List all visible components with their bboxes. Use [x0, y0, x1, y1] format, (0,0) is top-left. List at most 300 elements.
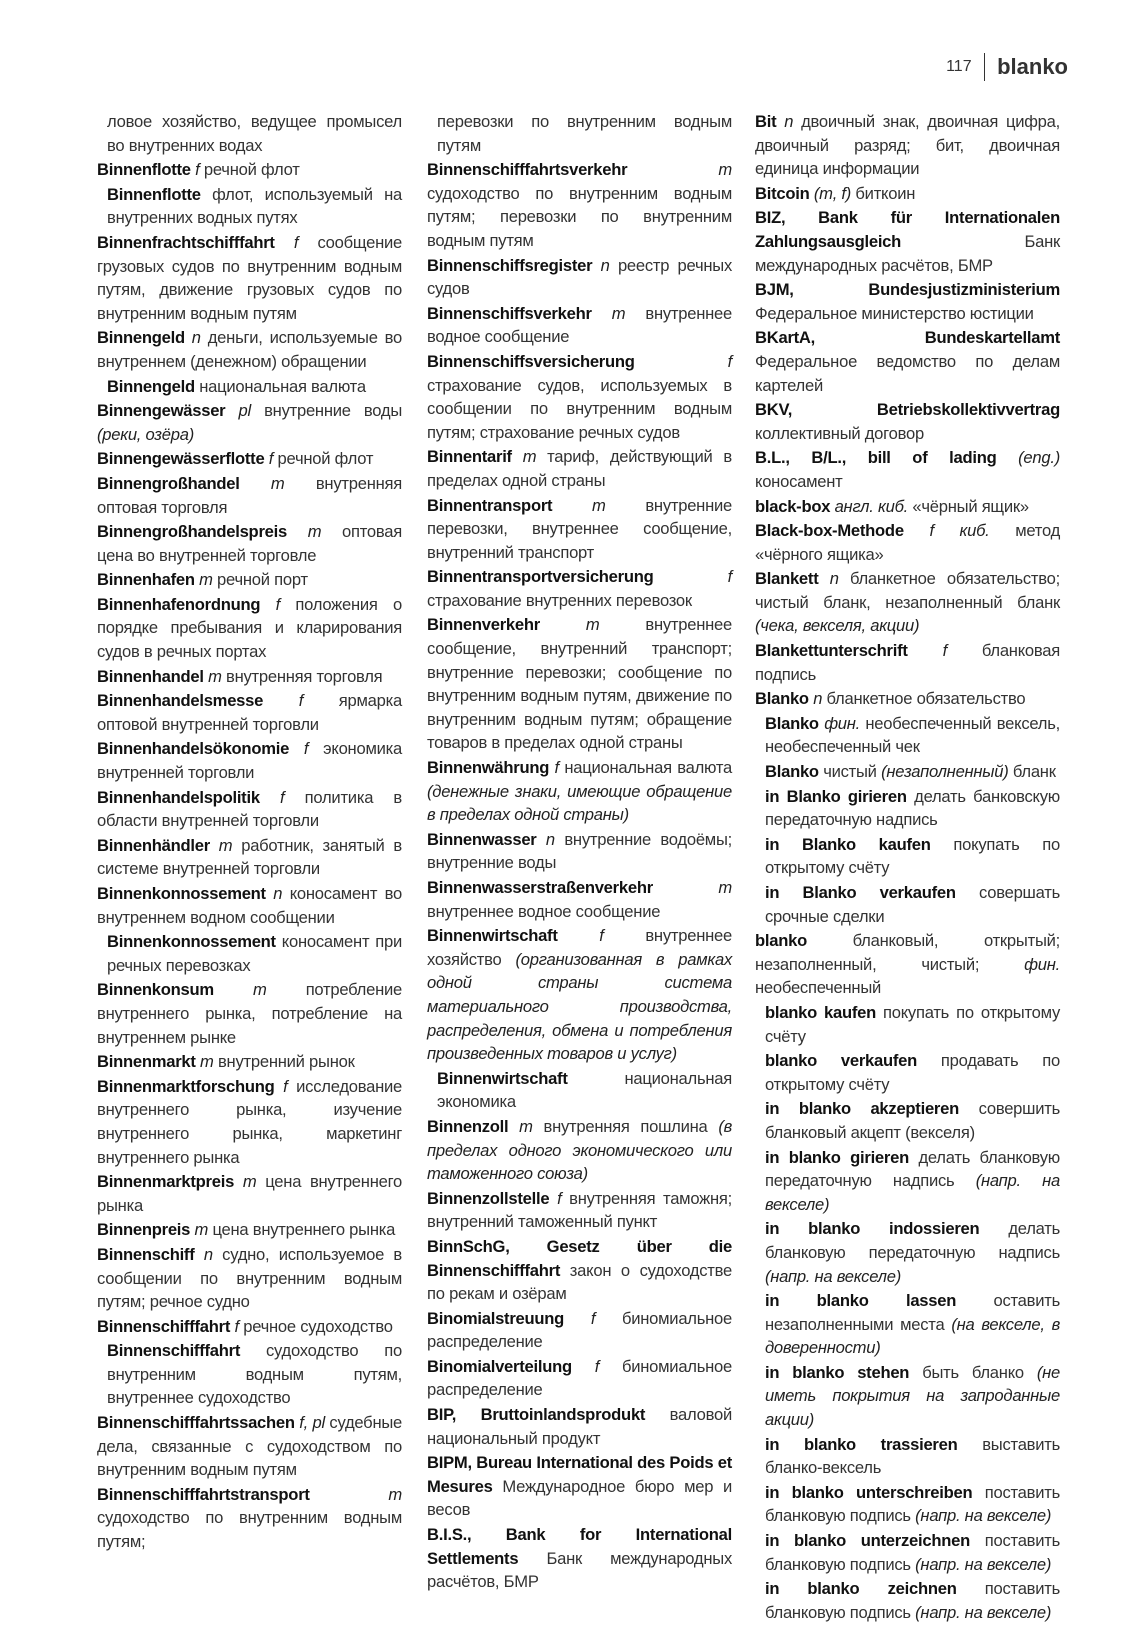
entry-translation: судоходство по внутренним водным путям;	[97, 1508, 402, 1552]
entry-grammar-note: (напр. на векселе)	[765, 1171, 1060, 1214]
entry-headword: B.I.S., Bank for International Settlements	[427, 1525, 732, 1568]
sub-entry	[97, 930, 402, 977]
guide-word: blanko	[997, 54, 1068, 79]
entry-headword: Binnentarif	[427, 447, 512, 467]
sub-entry	[755, 833, 1060, 880]
sub-entry	[755, 1097, 1060, 1144]
sub-entry	[755, 1433, 1060, 1480]
dictionary-entry	[97, 568, 402, 592]
entry-headword: Binnenwirtschaft	[437, 1068, 568, 1088]
entry-grammar-note: m	[203, 666, 222, 686]
entry-headword: BIPM, Bureau International des Poids et Mesures	[427, 1453, 732, 1496]
entry-translation: необеспеченный	[755, 978, 882, 998]
entry-translation: страхование судов, используемых в сообщении по внутренним водным путям; страхование речных судов	[427, 375, 732, 442]
dictionary-entry	[97, 882, 402, 929]
entry-translation: внутреннее сообщение, внутренний транспорт; внутренние перевозки; сообщение по внутренним водным путям, движение по внутренним водным путям; обращение товаров в пределах одной страны	[427, 615, 732, 753]
entry-grammar-note: f	[653, 567, 732, 587]
entry-grammar-note: англ. киб.	[830, 496, 909, 516]
dictionary-entry	[97, 1411, 402, 1482]
entry-grammar-note: n	[808, 689, 823, 709]
sub-entry	[755, 1217, 1060, 1288]
entry-translation: совершить бланковый акцепт (векселя)	[765, 1099, 1060, 1142]
entry-grammar-note: n	[184, 328, 201, 348]
entry-headword: Binnenschifffahrtsverkehr	[427, 160, 628, 180]
dictionary-entry	[755, 326, 1060, 397]
entry-headword: Blankett	[755, 569, 819, 589]
entry-headword: in blanko stehen	[765, 1362, 910, 1382]
dictionary-entry	[427, 302, 732, 349]
entry-headword: Binnenhandelsmesse	[97, 691, 264, 711]
entry-translation: покупать по открытому счёту	[765, 834, 1060, 878]
dictionary-column-1	[97, 110, 402, 1555]
dictionary-column-3	[755, 110, 1060, 1625]
entry-translation: цена внутреннего рынка	[97, 1172, 403, 1215]
entry-translation: Федеральное ведомство по делам картелей	[755, 351, 1060, 395]
entry-headword: Binnenschifffahrt	[107, 1341, 241, 1361]
dictionary-entry	[755, 398, 1060, 445]
entry-headword: in Blanko girieren	[765, 786, 907, 806]
entry-headword: Binnenpreis	[97, 1220, 191, 1240]
entry-translation: речной порт	[212, 570, 308, 590]
entry-headword: Binnengeld	[97, 328, 185, 348]
entry-translation: внутренняя торговля	[221, 666, 383, 686]
entry-grammar-note: f	[260, 594, 280, 614]
entry-grammar-note: f	[907, 641, 947, 661]
dictionary-entry	[427, 1115, 732, 1186]
entry-headword: Binnengroßhandelspreis	[97, 522, 287, 542]
entry-translation: быть бланко	[909, 1362, 1037, 1382]
dictionary-entry	[97, 231, 402, 325]
entry-headword: Binnenmarktpreis	[97, 1172, 235, 1192]
dictionary-entry	[427, 876, 732, 923]
entry-translation: флот, используемый на внутренних водных путях	[107, 184, 402, 228]
entry-translation: поставить бланковую подпись	[765, 1482, 1060, 1526]
entry-headword: Binnenkonsum	[97, 980, 214, 1000]
entry-grammar-note: m	[190, 1220, 209, 1240]
entry-translation: биткоин	[851, 183, 916, 203]
entry-translation: деньги, используемые во внутреннем (денежном) обращении	[97, 328, 402, 371]
entry-grammar-note: m	[511, 447, 537, 467]
entry-grammar-note: (не иметь покрытия на запроданные акции)	[765, 1362, 1061, 1430]
entry-grammar-note: (m, f)	[809, 183, 852, 203]
continued-entry	[97, 110, 402, 157]
sub-entry	[97, 375, 402, 399]
entry-headword: Binnenkonnossement	[97, 884, 266, 903]
dictionary-entry	[97, 472, 402, 519]
entry-grammar-note: m	[239, 473, 285, 493]
dictionary-entry	[97, 665, 402, 689]
sub-entry	[755, 1481, 1060, 1528]
dictionary-entry	[97, 1243, 402, 1314]
dictionary-entry	[755, 206, 1060, 277]
entry-headword: in blanko akzeptieren	[765, 1099, 959, 1119]
entry-translation: потребление внутреннего рынка, потребление на внутреннем рынке	[97, 980, 402, 1047]
entry-grammar-note: (в пределах одного экономического или таможенного союза)	[427, 1116, 732, 1184]
entry-grammar-note: m	[591, 303, 626, 323]
entry-translation: внутреннее водное сообщение	[427, 303, 733, 347]
sub-entry	[755, 1529, 1060, 1576]
entry-grammar-note: (eng.)	[996, 448, 1060, 468]
entry-grammar-note: (напр. на векселе)	[915, 1554, 1052, 1574]
dictionary-entry	[427, 1403, 732, 1450]
dictionary-entry	[427, 158, 732, 252]
entry-headword: Binomialstreuung	[427, 1308, 565, 1328]
entry-headword: Bitcoin	[755, 183, 810, 203]
dictionary-entry	[755, 278, 1060, 325]
dictionary-entry	[97, 1050, 402, 1074]
entry-headword: Binnenhandel	[97, 666, 204, 686]
entry-headword: BJM, Bundesjustizministerium	[755, 280, 1060, 300]
entry-translation: биномиальное распределение	[427, 1308, 732, 1352]
dictionary-entry	[97, 447, 402, 471]
entry-grammar-note: m	[209, 835, 233, 855]
entry-headword: Binnenkonnossement	[107, 932, 276, 952]
dictionary-entry	[755, 110, 1060, 181]
entry-translation: реестр речных судов	[427, 255, 732, 299]
entry-headword: in blanko trassieren	[765, 1434, 958, 1454]
entry-translation: коллективный договор	[755, 423, 924, 443]
entry-headword: Binnenhafenordnung	[97, 594, 261, 614]
entry-translation: метод «чёрного ящика»	[755, 521, 1061, 564]
dictionary-entry	[427, 1235, 732, 1306]
entry-headword: blanko verkaufen	[765, 1051, 918, 1071]
entry-grammar-note: n	[265, 884, 283, 903]
entry-translation: оставить незаполненными места	[765, 1291, 1060, 1334]
sub-entry	[427, 1067, 732, 1114]
entry-grammar-note: m	[286, 522, 322, 542]
entry-headword: Blanko	[755, 689, 809, 709]
sub-entry	[755, 785, 1060, 832]
entry-grammar-note: m	[508, 1116, 533, 1136]
entry-headword: Binnenwasserstraßenverkehr	[427, 878, 653, 897]
entry-headword: Binnenverkehr	[427, 615, 540, 635]
entry-headword: Binnengewässer	[97, 401, 226, 421]
entry-translation: чистый	[818, 762, 882, 782]
dictionary-column-2	[427, 110, 732, 1595]
entry-translation: выставить бланко-вексель	[765, 1434, 1061, 1478]
entry-translation: сообщение грузовых судов по внутренним водным путям, движение грузовых судов по внутренним водным путям	[97, 232, 402, 323]
dictionary-entry	[755, 639, 1060, 686]
sub-entry	[755, 881, 1060, 928]
entry-translation: экономика внутренней торговли	[97, 739, 402, 783]
entry-headword: Binnenhandelspolitik	[97, 787, 260, 807]
entry-grammar-note: (денежные знаки, имеющие обращение в пределах одной страны)	[427, 781, 732, 825]
entry-headword: Binnenhändler	[97, 835, 210, 855]
entry-headword: Bit	[755, 112, 777, 131]
entry-grammar-note: f	[274, 232, 299, 252]
dictionary-entry	[755, 687, 1060, 711]
entry-translation: двоичный знак, двоичная цифра, двоичный разряд; бит, двоичная единица информации	[755, 112, 1060, 179]
entry-grammar-note: f киб.	[903, 521, 990, 541]
sub-entry	[755, 712, 1060, 759]
dictionary-entry	[97, 1170, 402, 1217]
sub-entry	[755, 1049, 1060, 1096]
dictionary-entry	[427, 565, 732, 612]
entry-headword: Binnenwasser	[427, 829, 537, 849]
entry-headword: in Blanko verkaufen	[765, 883, 956, 902]
entry-grammar-note: f	[289, 739, 309, 759]
entry-translation: коносамент	[755, 471, 843, 491]
entry-headword: black-box	[755, 496, 831, 516]
dictionary-entry	[97, 737, 402, 784]
entry-headword: BKV, Betriebskollektivvertrag	[755, 400, 1060, 420]
dictionary-entry	[427, 350, 732, 444]
entry-grammar-note: f	[571, 1356, 600, 1376]
dictionary-entry	[427, 924, 732, 1066]
dictionary-entry	[755, 519, 1060, 566]
dictionary-entry	[755, 495, 1060, 519]
sub-entry	[755, 1289, 1060, 1360]
entry-grammar-note: (реки, озёра)	[97, 424, 194, 444]
entry-translation: работник, занятый в системе внутренней торговли	[97, 835, 402, 879]
entry-translation: делать бланковую передаточную надпись	[765, 1219, 1060, 1262]
entry-translation: бланковый, открытый; незаполненный, чистый;	[755, 931, 1060, 974]
entry-grammar-note: f	[190, 160, 200, 180]
entry-translation: внутренние водоёмы; внутренние воды	[427, 829, 732, 873]
entry-translation: положения о порядке пребывания и кларирования судов в речных портах	[97, 594, 402, 662]
entry-translation: необеспеченный вексель, необеспеченный чек	[765, 713, 1060, 757]
entry-translation: биномиальное распределение	[427, 1356, 732, 1400]
dictionary-entry	[97, 1315, 402, 1339]
header-divider	[984, 53, 986, 81]
entry-translation: Международное бюро мер и весов	[427, 1476, 732, 1520]
entry-translation: делать бланковую передаточную надпись	[765, 1147, 1061, 1191]
entry-grammar-note: фин.	[1024, 954, 1060, 974]
entry-headword: Binnenmarktforschung	[97, 1076, 275, 1096]
entry-translation: речной флот	[199, 160, 300, 180]
entry-grammar-note: (чека, векселя, акции)	[755, 616, 920, 636]
dictionary-entry	[427, 445, 732, 492]
entry-grammar-note: pl	[225, 401, 251, 421]
entry-headword: Binnenschifffahrtssachen	[97, 1413, 295, 1433]
entry-translation: национальная валюта	[558, 758, 732, 778]
entry-headword: Binnenwirtschaft	[427, 926, 558, 946]
entry-translation: цена внутреннего рынка	[208, 1220, 396, 1240]
entry-headword: Binomialverteilung	[427, 1356, 572, 1376]
entry-grammar-note: m	[213, 980, 267, 1000]
sub-entry	[755, 760, 1060, 784]
dictionary-entry	[427, 1355, 732, 1402]
entry-headword: B.L., B/L., bill of lading	[755, 448, 997, 468]
entry-translation: внутреннее водное сообщение	[427, 901, 661, 921]
entry-translation: исследование внутреннего рынка, изучение внутреннего рынка, маркетинг внутреннего рынка	[97, 1076, 402, 1167]
entry-translation: национальная экономика	[437, 1068, 732, 1112]
entry-headword: in blanko lassen	[765, 1291, 957, 1311]
entry-headword: BIP, Bruttoinlandsprodukt	[427, 1405, 646, 1425]
sub-entry	[755, 1361, 1060, 1432]
entry-grammar-note: m	[234, 1172, 257, 1192]
entry-headword: Binnengeld	[107, 376, 195, 396]
dictionary-entry	[755, 567, 1060, 638]
entry-grammar-note: f	[259, 787, 285, 807]
entry-headword: in blanko zeichnen	[765, 1579, 957, 1599]
entry-translation: судоходство по внутренним водным путям; перевозки по внутренним водным путям	[427, 183, 732, 250]
entry-headword: in blanko girieren	[765, 1147, 909, 1167]
entry-headword: BKartA, Bundeskartellamt	[755, 328, 1060, 348]
entry-grammar-note: f	[634, 351, 732, 371]
entry-translation: совершать срочные сделки	[765, 883, 1060, 926]
entry-translation: покупать по открытому счёту	[765, 1002, 1060, 1046]
entry-headword: Binnenmarkt	[97, 1052, 196, 1072]
entry-translation: внутренняя оптовая торговля	[97, 473, 403, 517]
dictionary-entry	[427, 1307, 732, 1354]
sub-entry	[755, 1146, 1060, 1217]
entry-translation: оптовая цена во внутренней торговле	[97, 522, 402, 565]
entry-translation: ловое хозяйство, ведущее промысел во внутренних водах	[107, 112, 402, 155]
entry-grammar-note: m	[539, 615, 600, 635]
entry-grammar-note: f	[564, 1308, 596, 1328]
entry-grammar-note: n	[818, 569, 839, 589]
entry-headword: Binnenschiff	[97, 1244, 195, 1264]
dictionary-entry	[97, 520, 402, 567]
entry-translation: внутренние воды	[250, 401, 402, 421]
entry-translation: тариф, действующий в пределах одной страны	[427, 447, 732, 490]
entry-headword: Binnentransport	[427, 495, 553, 515]
sub-entry	[97, 1339, 402, 1410]
entry-headword: in blanko indossieren	[765, 1219, 980, 1239]
dictionary-entry	[97, 1483, 402, 1554]
entry-translation: коносамент во внутреннем водном сообщении	[97, 884, 402, 927]
sub-entry	[755, 1577, 1060, 1624]
entry-translation: ярмарка оптовой внутренней торговли	[97, 691, 402, 734]
entry-translation: коносамент при речных перевозках	[107, 932, 402, 975]
entry-translation: Федеральное министерство юстиции	[755, 303, 1034, 323]
entry-translation: внутренний рынок	[213, 1052, 355, 1072]
entry-grammar-note: фин.	[818, 713, 861, 733]
entry-headword: Binnenfrachtschifffahrt	[97, 232, 275, 252]
entry-headword: Binnenhafen	[97, 570, 195, 590]
entry-translation: поставить бланковую подпись	[765, 1579, 1061, 1622]
dictionary-entry	[97, 399, 402, 446]
sub-entry	[97, 183, 402, 230]
entry-headword: Binnenschifffahrt	[97, 1316, 231, 1336]
entry-translation: делать банковскую передаточную надпись	[765, 786, 1060, 830]
entry-translation: судоходство по внутренним водным путям, внутреннее судоходство	[107, 1341, 402, 1408]
entry-headword: Binnenflotte	[97, 160, 191, 180]
entry-headword: blanko	[755, 931, 807, 951]
entry-headword: Binnenzoll	[427, 1116, 509, 1136]
dictionary-entry	[755, 929, 1060, 1000]
dictionary-entry	[755, 182, 1060, 206]
entry-headword: BIZ, Bank für Internationalen Zahlungsausgleich	[755, 208, 1060, 251]
entry-headword: in blanko unterzeichnen	[765, 1531, 970, 1551]
entry-grammar-note: m	[552, 495, 606, 515]
dictionary-entry	[97, 593, 402, 664]
entry-translation: политика в области внутренней торговли	[97, 787, 402, 831]
entry-grammar-note: m	[627, 160, 732, 180]
entry-headword: Binnentransportversicherung	[427, 567, 654, 587]
entry-translation: внутренние перевозки, внутреннее сообщение, внутренний транспорт	[427, 495, 732, 562]
entry-grammar-note: f	[264, 449, 274, 469]
entry-translation: национальная валюта	[194, 376, 366, 396]
dictionary-entry	[427, 828, 732, 875]
entry-grammar-note: n	[536, 829, 555, 849]
dictionary-entry	[97, 326, 402, 373]
entry-headword: Binnengewässerflotte	[97, 449, 265, 469]
entry-grammar-note: (незаполненный)	[881, 762, 1009, 782]
entry-headword: Binnenschiffsversicherung	[427, 351, 635, 371]
dictionary-entry	[97, 978, 402, 1049]
entry-headword: Binnenzollstelle	[427, 1188, 550, 1208]
entry-grammar-note: f	[230, 1316, 239, 1336]
entry-headword: Binnenhandelsökonomie	[97, 739, 290, 759]
entry-grammar-note: f, pl	[294, 1413, 325, 1433]
dictionary-entry	[97, 834, 402, 881]
entry-grammar-note: (напр. на векселе)	[765, 1266, 902, 1286]
entry-translation: Банк международных расчётов, БМР	[427, 1548, 732, 1592]
dictionary-entry	[97, 1218, 402, 1242]
entry-translation: речной флот	[273, 449, 374, 469]
dictionary-entry	[755, 446, 1060, 493]
entry-grammar-note: (напр. на векселе)	[915, 1506, 1052, 1526]
entry-headword: Binnengroßhandel	[97, 473, 240, 493]
dictionary-entry	[97, 158, 402, 182]
entry-translation: внутреннее хозяйство	[427, 926, 732, 969]
continued-entry	[427, 110, 732, 157]
entry-translation: продавать по открытому счёту	[765, 1051, 1060, 1094]
dictionary-entry	[427, 254, 732, 301]
dictionary-entry	[427, 1451, 732, 1522]
entry-translation: бланкетное обязательство; чистый бланк, незаполненный бланк	[755, 569, 1060, 612]
entry-translation: бланковая подпись	[755, 641, 1060, 684]
entry-grammar-note: m	[195, 1052, 214, 1072]
entry-headword: Black-box-Methode	[755, 521, 904, 541]
entry-translation: валовой национальный продукт	[427, 1405, 732, 1448]
entry-grammar-note: n	[194, 1244, 213, 1264]
entry-headword: Blanko	[765, 762, 819, 782]
entry-translation: Банк международных расчётов, БМР	[755, 231, 1060, 275]
entry-translation: бланк	[1008, 762, 1056, 782]
entry-translation: внутренняя таможня; внутренний таможенный пункт	[427, 1188, 732, 1232]
entry-headword: BinnSchG, Gesetz über die Binnenschifffahrt	[427, 1236, 732, 1280]
entry-grammar-note: f	[549, 1188, 562, 1208]
entry-grammar-note: m	[194, 570, 213, 590]
entry-translation: поставить бланковую подпись	[765, 1531, 1060, 1574]
dictionary-entry	[427, 613, 732, 755]
entry-grammar-note: (на векселе, в доверенности)	[765, 1314, 1060, 1358]
entry-translation: судно, используемое в сообщении по внутренним водным путям; речное судно	[97, 1244, 403, 1312]
entry-headword: in Blanko kaufen	[765, 834, 931, 854]
entry-grammar-note: f	[274, 1076, 288, 1096]
dictionary-entry	[97, 1075, 402, 1169]
entry-grammar-note: m	[309, 1484, 402, 1504]
entry-headword: blanko kaufen	[765, 1002, 876, 1022]
entry-translation: внутренняя пошлина	[532, 1116, 719, 1136]
dictionary-entry	[97, 689, 402, 736]
entry-translation: бланкетное обязательство	[822, 689, 1026, 709]
entry-headword: Binnenflotte	[107, 184, 201, 204]
dictionary-entry	[427, 1523, 732, 1594]
entry-headword: Blankettunterschrift	[755, 641, 908, 661]
entry-grammar-note: n	[592, 255, 610, 275]
page-number: 117	[946, 58, 972, 75]
entry-translation: судебные дела, связанные с судоходством по внутренним водным путям	[97, 1413, 403, 1480]
entry-translation: «чёрный ящик»	[908, 496, 1029, 516]
sub-entry	[755, 1001, 1060, 1048]
entry-headword: Binnenschiffsverkehr	[427, 303, 592, 323]
entry-grammar-note: (напр. на векселе)	[915, 1602, 1052, 1622]
dictionary-entry	[427, 494, 732, 565]
entry-headword: Binnenwährung	[427, 758, 550, 778]
entry-translation: закон о судоходстве по рекам и озёрам	[427, 1260, 732, 1304]
running-header	[946, 52, 1068, 82]
entry-grammar-note: f	[263, 691, 304, 711]
entry-translation: страхование внутренних перевозок	[427, 590, 692, 610]
entry-grammar-note: m	[652, 878, 732, 897]
entry-translation: речное судоходство	[238, 1316, 393, 1336]
entry-headword: Binnenschiffsregister	[427, 255, 593, 275]
entry-translation: перевозки по внутренним водным путям	[437, 112, 732, 155]
